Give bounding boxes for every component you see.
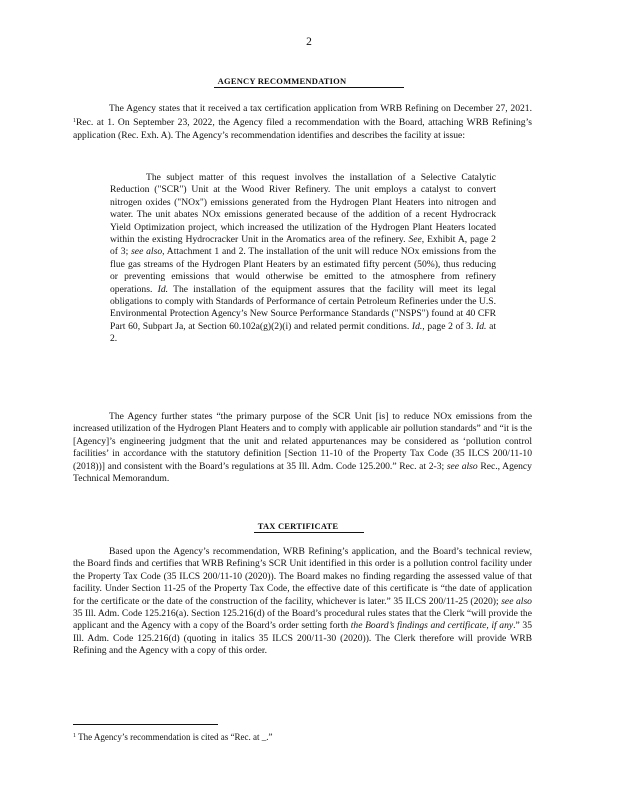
citation-see-also: see also — [131, 246, 163, 258]
intro-paragraph — [73, 103, 532, 142]
citation-id: Id. — [157, 283, 169, 295]
citation-id: Id. — [476, 320, 487, 332]
quote-text-5: , page 2 of 3. — [422, 320, 474, 332]
citation-see-also: see also — [501, 595, 532, 607]
certificate-text-3: .” 35 Ill. Adm. Code 125.216(d) (quoting in italics 35 ILCS 200/11-30 (2020)). The Clerk therefore will provide WRB Refining and the Agency with a copy of this order. — [73, 620, 532, 657]
further-tail: Rec., Agency Technical Memorandum. — [73, 460, 532, 485]
footnote-reference: 1 — [73, 118, 76, 125]
quote-text-4: The installation of the equipment assures that the facility will meet its legal obligations to comply with Standards of Performance of certain Petroleum Refineries under the U.S. Environmental Protection Agency’s New Source Performance Standards ("NSPS") found at 40 CFR Part 60, Subpart Ja, at Section 60.102a(g)(2)(i) and related permit conditions. — [110, 283, 496, 332]
quoted-italic-text: the Board’s findings and certificate, if any — [350, 620, 514, 632]
further-text: The Agency further states “the primary purpose of the SCR Unit [is] to reduce NOx emissions from the increased utilization of the Hydrogen Plant Heaters and to comply with applicable air pollution standards” and “it is the [Agency]’s engineering judgment that the unit and related appurtenances may be considered as ‘pollution control facilities’ in accordance with the statutory definition [Section 11-10 of the Property Tax Code (35 ILCS 200/11-10 (2018))] and consistent with the Board’s regulations at 35 Ill. Adm. Code 125.200.” Rec. at 2-3; — [73, 411, 532, 472]
certificate-text-1: Based upon the Agency’s recommendation, WRB Refining’s application, and the Board’s technical review, the Board finds and certifies that WRB Refining’s SCR Unit identified in this order is a pollution control facility under the Property Tax Code (35 ILCS 200/11-10 (2020)). The Board makes no finding regarding the assessed value of that facility. Under Section 11-25 of the Property Tax Code, the effective date of this certificate is “the date of application for the certificate or the date of the construction of the facility, whichever is later.” 35 ILCS 200/11-25 (2020); — [73, 546, 532, 607]
agency-further-paragraph — [73, 411, 532, 485]
quote-text-1: The subject matter of this request involves the installation of a Selective Catalytic Reduction ("SCR") Unit at the Wood River Refinery. The unit employs a catalyst to convert nitrogen oxides ("NOx") emissions generated from the Hydrogen Plant Heaters into nitrogen and water. The unit abates NOx emissions generated because of the addition of a recent Hydrocrack Yield Optimization project, which increased the utilization of the Hydrogen Plant Heaters located within the existing Hydrocracker Unit in the Aromatics area of the refinery. — [110, 172, 496, 246]
quote-text-3: , Attachment 1 and 2. The installation of the unit will reduce NOx emissions from the flue gas streams of the Hydrogen Plant Heaters by an estimated fifty percent (50%), thus reducing or preventing emissions that would otherwise be emitted to the atmosphere from refinery operations. — [110, 246, 496, 295]
certificate-text-2: 35 Ill. Adm. Code 125.216(a). Section 125.216(d) of the Board’s procedural rules states that the Clerk “will provide the applicant and the Agency with a copy of the Board’s order setting forth — [73, 608, 532, 632]
page-number: 2 — [306, 36, 312, 48]
citation-see: See — [408, 234, 422, 246]
block-quote — [110, 172, 496, 346]
tax-certificate-heading-text: TAX CERTIFICATE — [254, 521, 365, 533]
intro-text-2: Rec. at 1. On September 23, 2022, the Agency filed a recommendation with the Board, attaching WRB Refining’s application (Rec. Exh. A). The Agency’s recommendation identifies and describes the facility at issue: — [73, 117, 532, 141]
agency-recommendation-heading — [0, 76, 618, 88]
agency-recommendation-heading-text: AGENCY RECOMMENDATION — [214, 76, 405, 88]
quote-text-2: , Exhibit A, page 2 of 3; — [110, 234, 496, 258]
intro-text-1: The Agency states that it received a tax certification application from WRB Refining on December 27, 2021. — [109, 103, 532, 114]
citation-see-also: see also — [446, 460, 478, 472]
citation-id: Id. — [411, 320, 423, 332]
footnote-text: The Agency’s recommendation is cited as “Rec. at _.” — [78, 732, 273, 742]
certificate-paragraph — [73, 546, 532, 658]
quote-text-6: at 2. — [110, 320, 497, 345]
footnote-divider — [73, 724, 218, 725]
footnote-marker: 1 — [73, 733, 76, 739]
tax-certificate-heading — [0, 521, 618, 533]
footnote — [73, 731, 273, 743]
